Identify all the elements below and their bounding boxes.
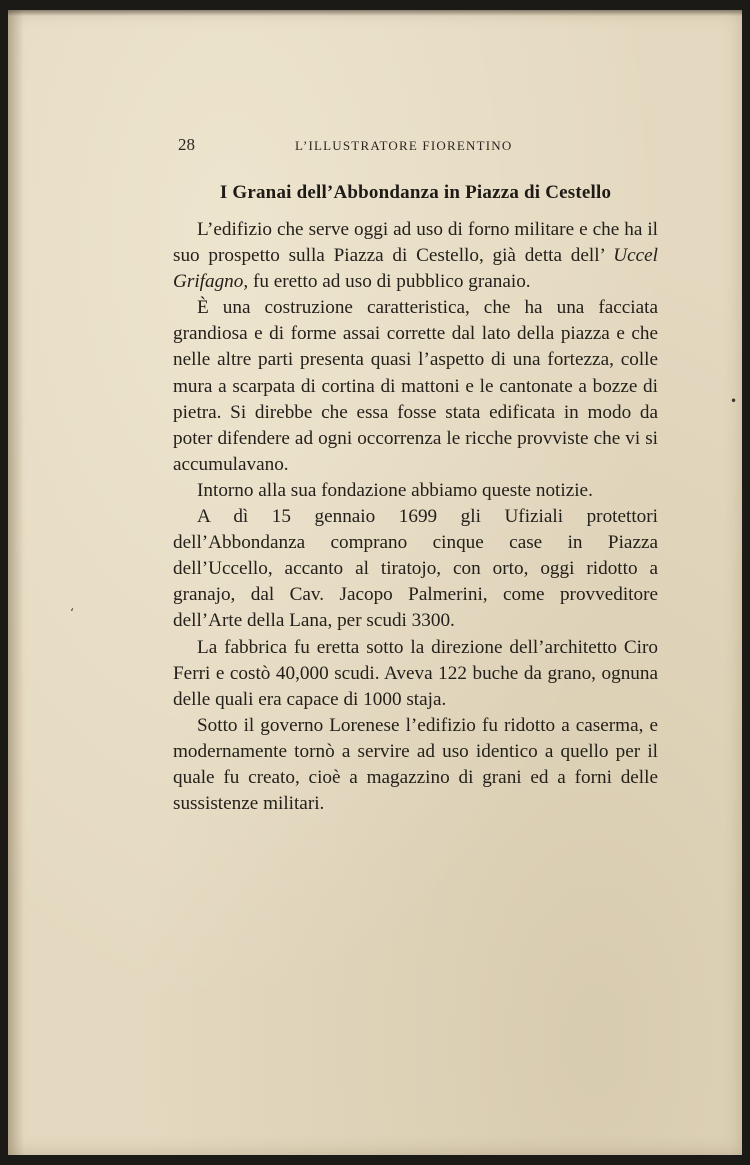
paragraph: È una costruzione caratteristica, che ha una facciata grandiosa e di forme assai corrette dal lato della piazza e che nelle altre parti presenta quasi l’aspetto di una fortezza, colle mura a scarpata di cortina di mattoni e le cantonate a bozze di pietra. Si direbbe che essa fosse stata edificata in modo da poter difendere ad ogni occorrenza le ricche provviste che vi si accumulavano.	[173, 297, 658, 475]
page-header	[173, 135, 658, 157]
section-title: I Granai dell’Abbondanza in Piazza di Cestello	[219, 182, 612, 203]
paragraph: La fabbrica fu eretta sotto la direzione dell’architetto Ciro Ferri e costò 40,000 scudi. Aveva 122 buche da grano, ognuna delle quali era capace di 1000 staja.	[173, 636, 658, 710]
paragraph: Intorno alla sua fondazione abbiamo queste notizie.	[197, 479, 593, 501]
ink-speck: ‘	[70, 606, 74, 620]
running-head: L’ILLUSTRATORE FIORENTINO	[295, 138, 513, 153]
spine-shadow	[8, 10, 24, 1155]
italic-name: Uccel Grifagno,	[173, 245, 658, 293]
paragraph-text: fu eretto ad uso di pubblico granaio.	[248, 271, 531, 293]
ink-speck: •	[730, 394, 738, 408]
top-edge-shadow	[8, 10, 742, 16]
body-text	[173, 217, 658, 817]
paragraph-text: L’edifizio che serve oggi ad uso di forno militare e che ha il suo prospetto sulla Piazza di Cestello, già detta dell’	[173, 219, 658, 267]
paragraph: Sotto il governo Lorenese l’edifizio fu ridotto a caserma, e modernamente tornò a servire ad uso identico a quello per il quale fu creato, cioè a magazzino di grani ed a forni delle sussistenze militari.	[173, 714, 658, 815]
paragraph	[173, 217, 658, 295]
paragraph: A dì 15 gennaio 1699 gli Ufiziali protettori dell’Abbondanza comprano cinque case in Piazza dell’Uccello, accanto al tiratojo, con orto, oggi ridotto a granajo, dal Cav. Jacopo Palmerini, come provveditore dell’Arte della Lana, per scudi 3300.	[173, 506, 658, 632]
book-page	[8, 10, 742, 1155]
page-number: 28	[178, 135, 195, 154]
